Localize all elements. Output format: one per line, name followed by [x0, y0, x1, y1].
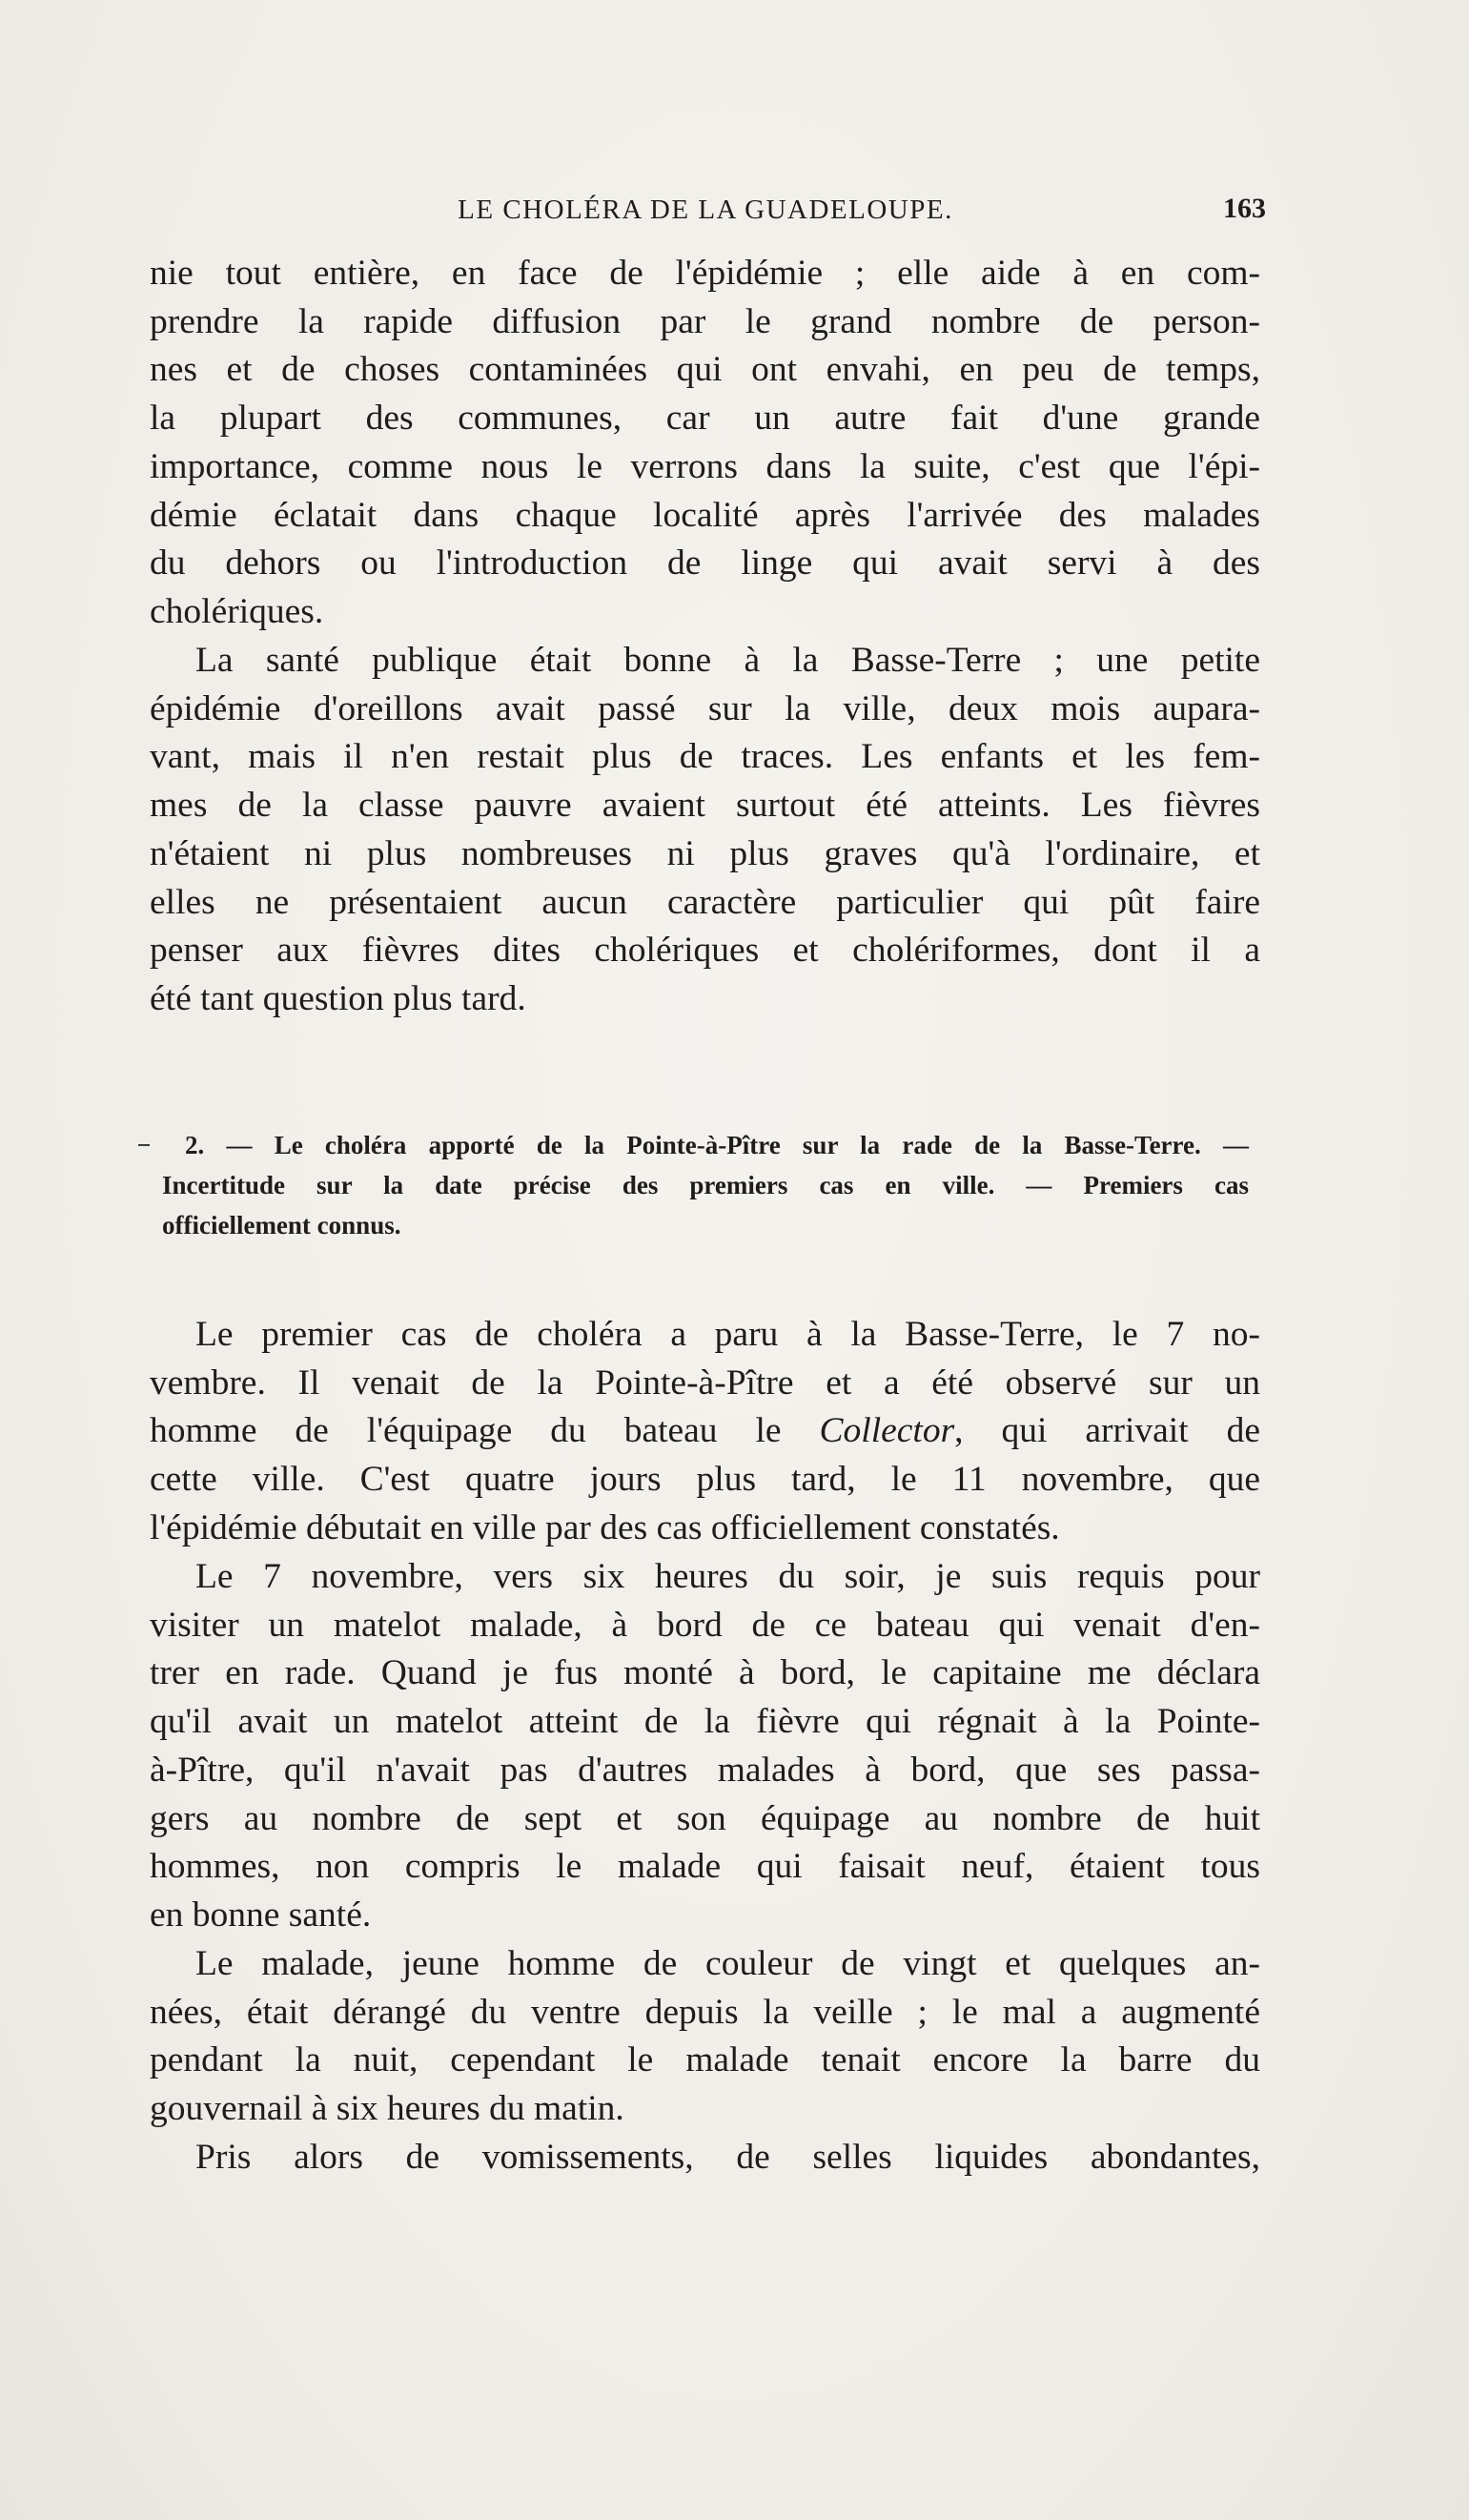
text-line: à-Pître, qu'il n'avait pas d'autres malades à bord, que ses passa- [150, 1750, 1260, 1790]
text-line: trer en rade. Quand je fus monté à bord, le capitaine me déclara [150, 1653, 1260, 1693]
heading-line: Incertitude sur la date précise des premiers cas en ville. — Premiers cas [162, 1171, 1249, 1199]
section-heading [162, 1125, 1249, 1245]
paragraph-5 [150, 1940, 1260, 2134]
text-line: visiter un matelot malade, à bord de ce bateau qui venait d'en- [150, 1605, 1260, 1645]
text-line: cette ville. C'est quatre jours plus tard, le 11 novembre, que [150, 1460, 1260, 1500]
text-line: importance, comme nous le verrons dans la suite, c'est que l'épi- [150, 446, 1260, 486]
paragraph-3 [150, 1311, 1260, 1553]
text-line: gouvernail à six heures du matin. [150, 2089, 624, 2129]
paragraph-2 [150, 637, 1260, 1024]
text-line: en bonne santé. [150, 1895, 372, 1935]
text-line: Le malade, jeune homme de couleur de vingt et quelques an- [195, 1944, 1260, 1983]
text-line: la plupart des communes, car un autre fait d'une grande [150, 399, 1260, 439]
text-line: été tant question plus tard. [150, 978, 526, 1018]
margin-mark [138, 1144, 150, 1146]
text-line: nées, était dérangé du ventre depuis la veille ; le mal a augmenté [150, 1992, 1260, 2032]
text-line: pendant la nuit, cependant le malade tenait encore la barre du [150, 2040, 1260, 2080]
text-fragment: homme de l'équipage du bateau le [150, 1411, 820, 1451]
text-line: Le 7 novembre, vers six heures du soir, je suis requis pour [195, 1557, 1260, 1596]
heading-line: officiellement connus. [162, 1211, 401, 1240]
text-line: nes et de choses contaminées qui ont envahi, en peu de temps, [150, 350, 1260, 390]
heading-line: 2. — Le choléra apporté de la Pointe-à-Pître sur la rade de la Basse-Terre. — [185, 1131, 1249, 1159]
paragraph-4 [150, 1553, 1260, 1940]
text-line: du dehors ou l'introduction de linge qui avait servi à des [150, 543, 1260, 584]
text-line: gers au nombre de sept et son équipage au nombre de huit [150, 1798, 1260, 1838]
text-line: démie éclatait dans chaque localité après l'arrivée des malades [150, 495, 1260, 535]
page-header [153, 191, 1266, 236]
text-line-with-title [150, 1407, 1260, 1456]
text-line: hommes, non compris le malade qui faisait neuf, étaient tous [150, 1847, 1260, 1887]
text-fragment: , qui arrivait de [954, 1411, 1260, 1451]
paragraph-1 [150, 250, 1260, 637]
text-line: elles ne présentaient aucun caractère particulier qui pût faire [150, 882, 1260, 922]
text-line: qu'il avait un matelot atteint de la fièvre qui régnait à la Pointe- [150, 1702, 1260, 1742]
page-number: 163 [1223, 193, 1266, 224]
text-line: penser aux fièvres dites cholériques et cholériformes, dont il a [150, 931, 1260, 971]
running-head: LE CHOLÉRA DE LA GUADELOUPE. [458, 195, 953, 225]
text-line: Pris alors de vomissements, de selles liquides abondantes, [195, 2138, 1260, 2177]
text-line: cholériques. [150, 591, 324, 631]
text-line: mes de la classe pauvre avaient surtout été atteints. Les fièvres [150, 786, 1260, 826]
text-line: La santé publique était bonne à la Basse-Terre ; une petite [195, 641, 1260, 680]
text-line: prendre la rapide diffusion par le grand nombre de person- [150, 301, 1260, 341]
ship-name: Collector [819, 1411, 955, 1451]
text-line: Le premier cas de choléra a paru à la Basse-Terre, le 7 no- [195, 1315, 1260, 1354]
text-line: épidémie d'oreillons avait passé sur la ville, deux mois aupara- [150, 688, 1260, 728]
text-line: n'étaient ni plus nombreuses ni plus graves qu'à l'ordinaire, et [150, 833, 1260, 873]
text-line: nie tout entière, en face de l'épidémie ; elle aide à en com- [150, 254, 1260, 293]
paragraph-6 [150, 2134, 1260, 2182]
text-line: l'épidémie débutait en ville par des cas officiellement constatés. [150, 1507, 1060, 1547]
text-line: vembre. Il venait de la Pointe-à-Pître et a été observé sur un [150, 1362, 1260, 1403]
text-line: vant, mais il n'en restait plus de traces. Les enfants et les fem- [150, 737, 1260, 777]
